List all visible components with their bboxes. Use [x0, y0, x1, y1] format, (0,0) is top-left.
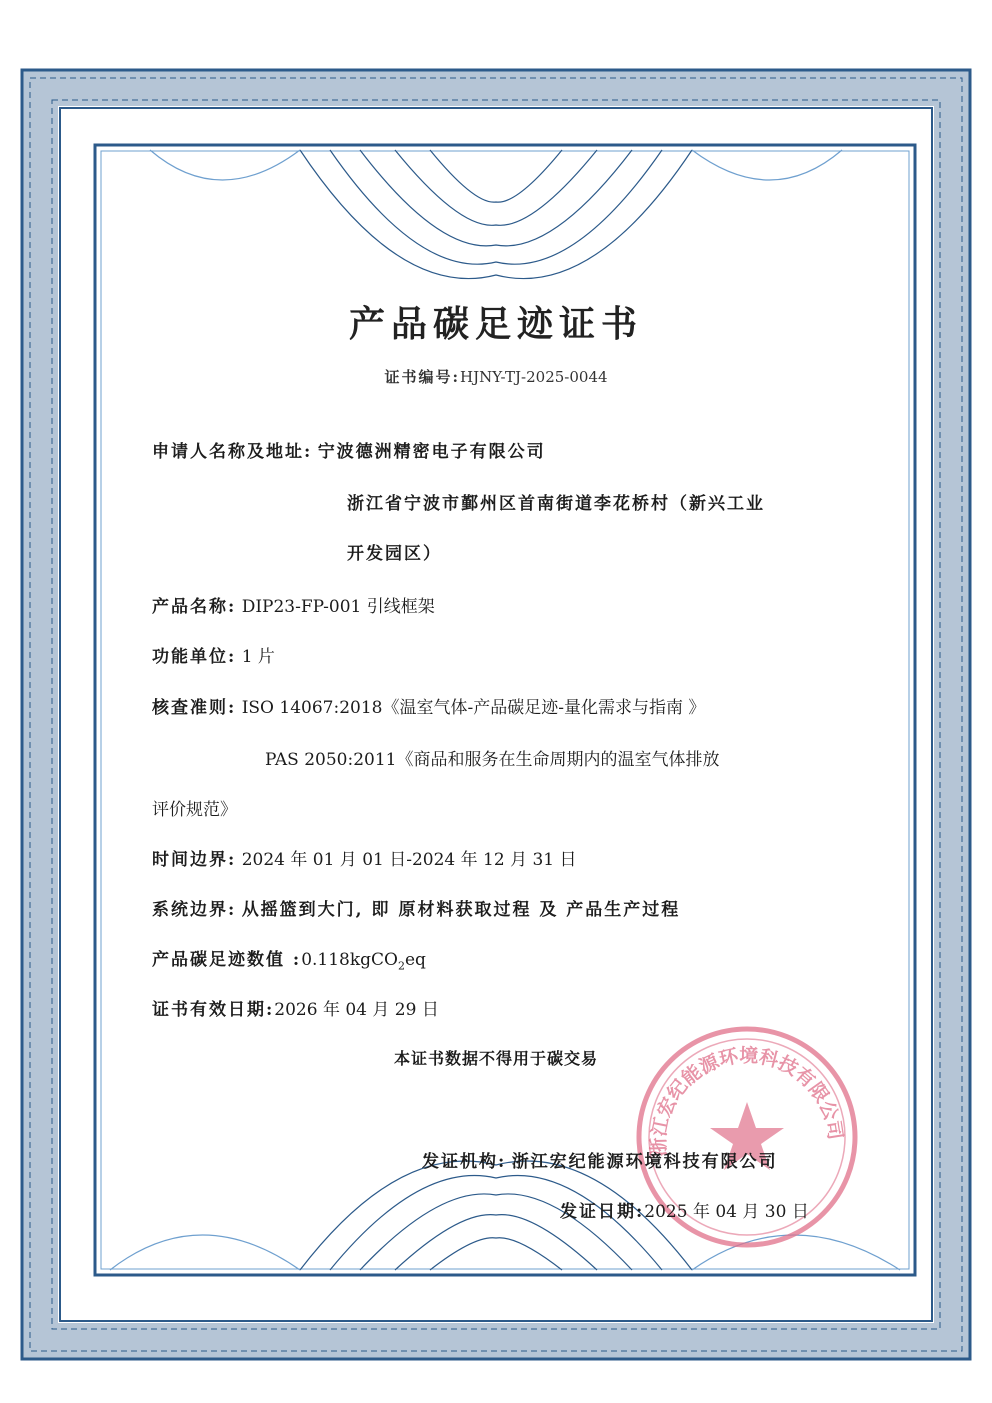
footprint-row: [152, 945, 426, 972]
seal-text: 浙江宏纪能源环境科技有限公司: [647, 1044, 847, 1157]
product-value: DIP23-FP-001 引线框架: [241, 597, 435, 617]
time-boundary-value: 2024 年 01 月 01 日-2024 年 12 月 31 日: [241, 850, 577, 870]
unit-row: [152, 642, 275, 667]
certificate-title: 产品碳足迹证书: [348, 303, 643, 345]
footprint-value: 0.118kgCO: [301, 950, 398, 970]
valid-until-label: 证书有效日期:: [152, 1000, 275, 1020]
valid-until-row: [152, 995, 439, 1020]
applicant-name: 宁波德洲精密电子有限公司: [317, 442, 546, 462]
issue-date-value: 2025 年 04 月 30 日: [644, 1202, 809, 1222]
issuer-value: 浙江宏纪能源环境科技有限公司: [511, 1152, 778, 1172]
system-boundary-row: [152, 895, 680, 920]
unit-label: 功能单位:: [152, 647, 237, 667]
applicant-row: [152, 437, 546, 462]
unit-value: 1 片: [241, 647, 275, 667]
criteria-label: 核查准则:: [152, 698, 237, 718]
issuer-label: 发证机构:: [422, 1152, 507, 1172]
valid-until-value: 2026 年 04 月 29 日: [274, 1000, 439, 1020]
system-boundary-label: 系统边界:: [152, 900, 237, 920]
footprint-label: 产品碳足迹数值 :: [152, 950, 302, 970]
criteria-line-3: 评价规范》: [152, 800, 237, 820]
criteria-line-2: PAS 2050:2011《商品和服务在生命周期内的温室气体排放: [265, 750, 720, 770]
product-row: [152, 592, 435, 617]
applicant-address-line-2: 开发园区）: [347, 544, 442, 564]
product-label: 产品名称:: [152, 597, 237, 617]
time-boundary-row: [152, 845, 577, 870]
issue-date-row: [560, 1197, 809, 1222]
criteria-line-1: ISO 14067:2018《温室气体-产品碳足迹-量化需求与指南 》: [241, 698, 706, 718]
system-boundary-value: 从摇篮到大门, 即 原材料获取过程 及 产品生产过程: [241, 900, 681, 920]
time-boundary-label: 时间边界:: [152, 850, 237, 870]
issuer-row: [422, 1147, 778, 1172]
footprint-unit-tail: eq: [405, 950, 426, 970]
trading-note: 本证书数据不得用于碳交易: [393, 1049, 598, 1068]
cert-no-label: 证书编号:: [384, 368, 461, 386]
criteria-row: [152, 693, 705, 718]
applicant-address-line-1: 浙江省宁波市鄞州区首南街道李花桥村（新兴工业: [347, 494, 765, 514]
cert-no-value: HJNY-TJ-2025-0044: [460, 368, 608, 386]
footprint-subscript: 2: [398, 959, 405, 973]
certificate-number: [0, 366, 992, 387]
issue-date-label: 发证日期:: [560, 1202, 645, 1222]
applicant-label: 申请人名称及地址:: [152, 442, 313, 462]
